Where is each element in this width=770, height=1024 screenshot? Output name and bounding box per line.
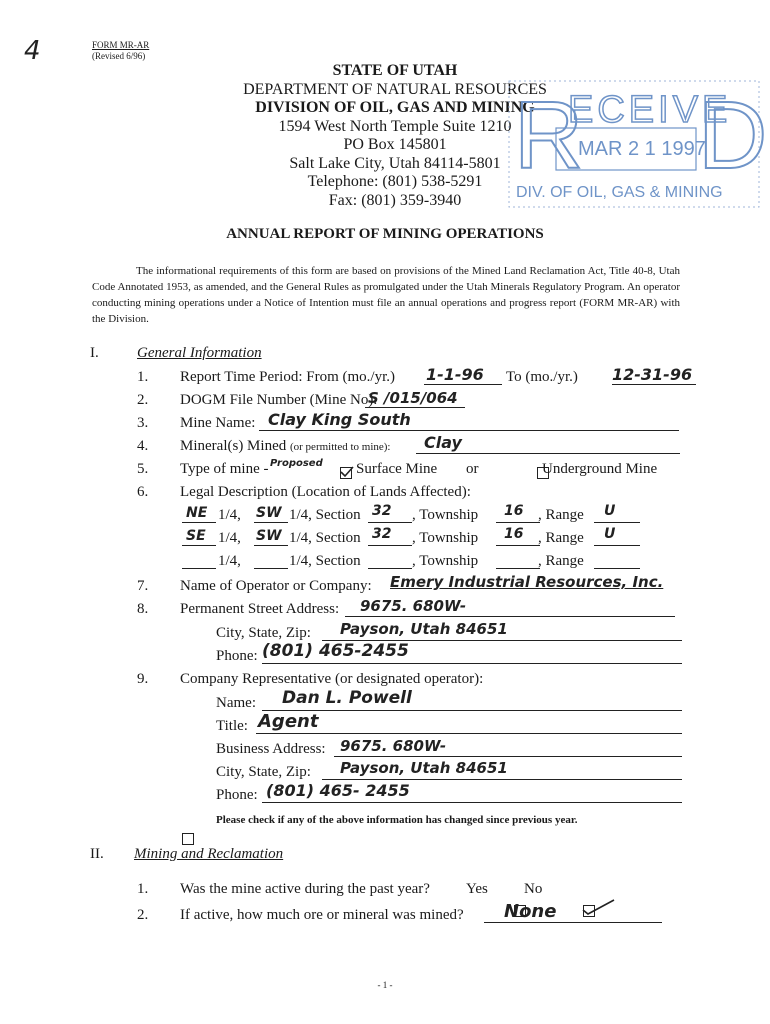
s2-item2-number: 2.	[137, 907, 149, 923]
phone-line	[262, 663, 682, 664]
received-stamp	[508, 80, 768, 208]
header-address1: 1594 West North Temple Suite 1210	[278, 117, 512, 135]
street-address-field[interactable]: 9675. 680W-	[360, 597, 467, 615]
street-address-label: Permanent Street Address:	[180, 601, 340, 617]
received-stamp-graphic	[508, 80, 768, 208]
mine-active-question: Was the mine active during the past year?	[180, 881, 430, 897]
checkmark-icon	[582, 898, 616, 916]
report-to-field[interactable]: 12-31-96	[612, 365, 693, 384]
quarter1-text: 1/4,	[218, 507, 241, 523]
header-department: DEPARTMENT OF NATURAL RESOURCES	[243, 80, 547, 98]
dogm-label: DOGM File Number (Mine No):	[180, 392, 378, 408]
ore-mined-line	[484, 922, 662, 923]
form-revised-date: (Revised 6/96)	[92, 51, 146, 61]
report-to-line	[612, 384, 696, 385]
rep-phone-label: Phone:	[216, 787, 258, 803]
section-text: 1/4, Section	[289, 507, 361, 523]
mineral-label-text: Mineral(s) Mined	[180, 438, 287, 454]
info-changed-note: Please check if any of the above information has changed since previous year.	[216, 814, 578, 826]
svg-text:ECEIVE: ECEIVE	[568, 89, 732, 131]
section-field[interactable]: 32	[372, 503, 392, 519]
item4-number: 4.	[137, 438, 149, 454]
svg-text:MAR 2 1 1997: MAR 2 1 1997	[578, 138, 706, 160]
rep-city-label: City, State, Zip:	[216, 764, 311, 780]
quarter2-line[interactable]	[254, 568, 288, 569]
form-id: FORM MR-AR	[92, 40, 150, 50]
range-text: , Range	[538, 530, 584, 546]
header-address2: PO Box 145801	[343, 136, 447, 153]
street-address-line	[345, 616, 675, 617]
company-rep-label: Company Representative (or designated operator):	[180, 671, 484, 687]
underground-mine-label: Underground Mine	[542, 461, 658, 477]
legal-description-label: Legal Description (Location of Lands Affected):	[180, 484, 471, 500]
township-line	[496, 522, 540, 523]
rep-phone-field[interactable]: (801) 465- 2455	[266, 781, 410, 800]
item1-number: 1.	[137, 369, 149, 385]
yes-label: Yes	[466, 881, 488, 897]
no-checkbox[interactable]	[583, 905, 595, 917]
type-handnote: Proposed	[270, 458, 323, 469]
ore-mined-field[interactable]: None	[504, 901, 557, 922]
quarter1-line	[182, 545, 216, 546]
page-number: - 1 -	[377, 980, 393, 990]
quarter1-field[interactable]: NE	[186, 505, 208, 521]
svg-text:D: D	[698, 82, 768, 189]
township-line[interactable]	[496, 568, 540, 569]
report-from-line	[424, 384, 502, 385]
checkmark-icon	[340, 466, 354, 478]
mineral-line	[416, 453, 680, 454]
type-of-mine-label: Type of mine -	[180, 461, 269, 477]
header-state: STATE OF UTAH	[332, 62, 458, 79]
item6-number: 6.	[137, 484, 149, 500]
rep-name-label: Name:	[216, 695, 256, 711]
item8-number: 8.	[137, 601, 149, 617]
township-field[interactable]: 16	[504, 503, 524, 519]
city-state-zip-field[interactable]: Payson, Utah 84651	[340, 620, 508, 638]
mine-name-label: Mine Name:	[180, 415, 256, 431]
mineral-field[interactable]: Clay	[424, 433, 462, 452]
quarter1-text: 1/4,	[218, 530, 241, 546]
quarter2-field[interactable]: SW	[256, 528, 282, 544]
quarter2-line	[254, 545, 288, 546]
rep-name-line	[262, 710, 682, 711]
business-address-label: Business Address:	[216, 741, 326, 757]
s2-item1-number: 1.	[137, 881, 149, 897]
township-text: , Township	[412, 507, 479, 523]
section-field[interactable]: 32	[372, 526, 392, 542]
quarter1-line[interactable]	[182, 568, 216, 569]
range-text: , Range	[538, 507, 584, 523]
item2-number: 2.	[137, 392, 149, 408]
rep-title-label: Title:	[216, 718, 248, 734]
range-text: , Range	[538, 553, 584, 569]
phone-label: Phone:	[216, 648, 258, 664]
corner-handwritten-number: 4	[24, 36, 41, 66]
township-text: , Township	[412, 553, 479, 569]
rep-title-field[interactable]: Agent	[258, 711, 319, 732]
rep-name-field[interactable]: Dan L. Powell	[282, 688, 412, 708]
township-text: , Township	[412, 530, 479, 546]
quarter1-line	[182, 522, 216, 523]
intro-paragraph: The informational requirements of this form are based on provisions of the Mined Land Reclamation Act, Title 40-8, Utah Code Annotated 1953, as amended, and the General Rules as promulgated under the Utah Minerals Regulatory Program. An operator conducting mining operations under a Notice of Intention must file an annual operations and progress report (FORM MR-AR) with the Division.	[92, 265, 680, 325]
header-address3: Salt Lake City, Utah 84114-5801	[289, 154, 501, 172]
header-division: DIVISION OF OIL, GAS AND MINING	[255, 99, 535, 116]
mine-name-line	[259, 430, 679, 431]
dogm-line	[365, 407, 465, 408]
dogm-field[interactable]: S /015/064	[368, 389, 458, 407]
rep-phone-line	[262, 802, 682, 803]
section2-heading: Mining and Reclamation	[134, 846, 284, 862]
quarter2-field[interactable]: SW	[256, 505, 282, 521]
quarter1-field[interactable]: SE	[186, 528, 206, 544]
section-line	[368, 522, 412, 523]
surface-mine-label: Surface Mine	[356, 461, 438, 477]
business-address-field[interactable]: 9675. 680W-	[340, 737, 447, 755]
item3-number: 3.	[137, 415, 149, 431]
business-address-line	[334, 756, 682, 757]
range-line	[594, 545, 640, 546]
quarter1-text: 1/4,	[218, 553, 241, 569]
info-changed-checkbox[interactable]	[182, 833, 194, 845]
header-fax: Fax: (801) 359-3940	[328, 191, 462, 209]
mine-name-field[interactable]: Clay King South	[268, 410, 411, 429]
section2-numeral: II.	[90, 846, 104, 862]
item7-number: 7.	[137, 578, 149, 594]
item5-number: 5.	[137, 461, 149, 477]
operator-field[interactable]: Emery Industrial Resources, Inc.	[390, 573, 664, 591]
rep-city-field[interactable]: Payson, Utah 84651	[340, 759, 508, 777]
rep-city-line	[322, 779, 682, 780]
township-line	[496, 545, 540, 546]
or-label: or	[466, 461, 479, 477]
section-text: 1/4, Section	[289, 553, 361, 569]
phone-field[interactable]: (801) 465-2455	[262, 641, 409, 661]
quarter2-line	[254, 522, 288, 523]
section-text: 1/4, Section	[289, 530, 361, 546]
section-line	[368, 545, 412, 546]
section-line[interactable]	[368, 568, 412, 569]
svg-text:DIV. OF OIL, GAS & MINING: DIV. OF OIL, GAS & MINING	[516, 184, 723, 201]
range-field[interactable]: U	[604, 526, 616, 542]
surface-mine-checkbox[interactable]	[340, 467, 352, 479]
svg-text:R: R	[514, 82, 584, 189]
range-line[interactable]	[594, 568, 640, 569]
operator-label: Name of Operator or Company:	[180, 578, 372, 594]
section1-heading: General Information	[137, 345, 262, 361]
range-line	[594, 522, 640, 523]
ore-mined-question: If active, how much ore or mineral was mined?	[180, 907, 464, 923]
report-to-label: To (mo./yr.)	[506, 369, 578, 385]
mineral-label	[180, 438, 390, 455]
item9-number: 9.	[137, 671, 149, 687]
mineral-note: (or permitted to mine):	[289, 441, 391, 453]
header-telephone: Telephone: (801) 538-5291	[307, 173, 483, 190]
report-title: ANNUAL REPORT OF MINING OPERATIONS	[226, 226, 544, 242]
section1-numeral: I.	[90, 345, 99, 361]
rep-title-line	[256, 733, 682, 734]
range-field[interactable]: U	[604, 503, 616, 519]
city-state-zip-label: City, State, Zip:	[216, 625, 311, 641]
report-from-field[interactable]: 1-1-96	[426, 365, 484, 384]
report-period-label: Report Time Period: From (mo./yr.)	[180, 369, 396, 385]
no-label: No	[524, 881, 543, 897]
township-field[interactable]: 16	[504, 526, 524, 542]
